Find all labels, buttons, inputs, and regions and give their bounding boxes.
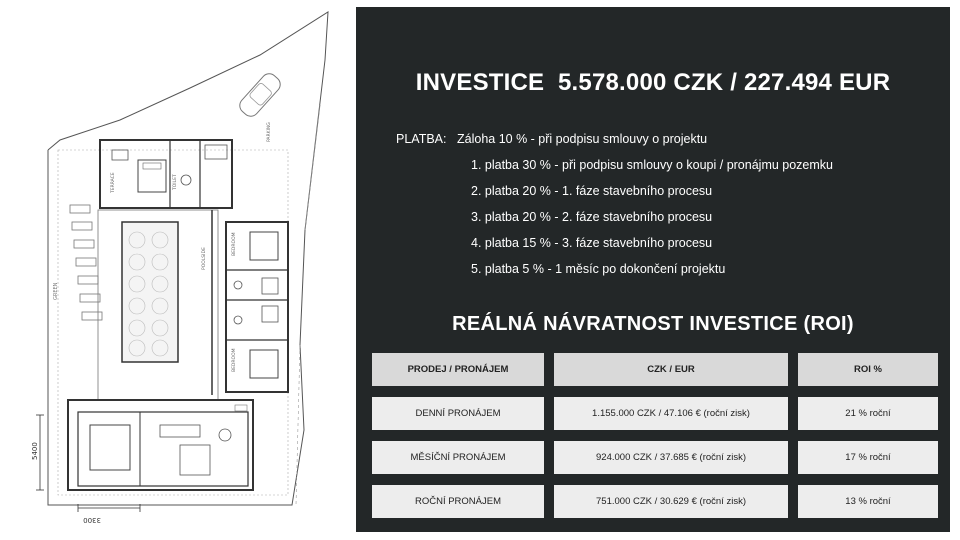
svg-text:PARKING: PARKING (267, 122, 272, 142)
svg-text:POOLSIDE: POOLSIDE (202, 247, 207, 270)
dimension-vertical: 5400 (31, 442, 39, 460)
table-cell: 13 % roční (798, 485, 938, 518)
table-cell: 21 % roční (798, 397, 938, 430)
table-cell: MĚSÍČNÍ PRONÁJEM (372, 441, 544, 474)
payment-item: 4. platba 15 % - 3. fáze stavebního procesu (471, 236, 713, 250)
table-header: ROI % (798, 353, 938, 386)
table-cell: DENNÍ PRONÁJEM (372, 397, 544, 430)
table-cell: 751.000 CZK / 30.629 € (roční zisk) (554, 485, 788, 518)
investment-headline: INVESTICE 5.578.000 CZK / 227.494 EUR (415, 69, 891, 96)
table-cell: 1.155.000 CZK / 47.106 € (roční zisk) (554, 397, 788, 430)
table-cell: 924.000 CZK / 37.685 € (roční zisk) (554, 441, 788, 474)
svg-text:BEDROOM: BEDROOM (232, 348, 237, 372)
car-icon (237, 70, 284, 119)
table-header: CZK / EUR (554, 353, 788, 386)
svg-text:BEDROOM: BEDROOM (232, 232, 237, 256)
table-cell: 17 % roční (798, 441, 938, 474)
dimension-horizontal: 3300 (83, 516, 101, 524)
payment-item: 2. platba 20 % - 1. fáze stavebního procesu (471, 184, 713, 198)
payment-label: PLATBA: (396, 132, 447, 146)
table-header: PRODEJ / PRONÁJEM (372, 353, 544, 386)
svg-text:TERRACE: TERRACE (111, 172, 116, 193)
payment-item: 3. platba 20 % - 2. fáze stavebního procesu (471, 210, 713, 224)
floor-plan (0, 0, 350, 540)
investment-panel (356, 7, 950, 532)
payment-item: 1. platba 30 % - při podpisu smlouvy o koupi / pronájmu pozemku (471, 158, 833, 172)
payment-item: 5. platba 5 % - 1 měsíc po dokončení projektu (471, 262, 726, 276)
payment-deposit: Záloha 10 % - při podpisu smlouvy o projektu (457, 132, 708, 146)
roi-title: REÁLNÁ NÁVRATNOST INVESTICE (ROI) (452, 313, 854, 335)
floor-plan-drawing (0, 0, 350, 540)
side-label: GREEN (53, 282, 59, 300)
table-cell: ROČNÍ PRONÁJEM (372, 485, 544, 518)
svg-text:TOILET: TOILET (173, 174, 178, 190)
